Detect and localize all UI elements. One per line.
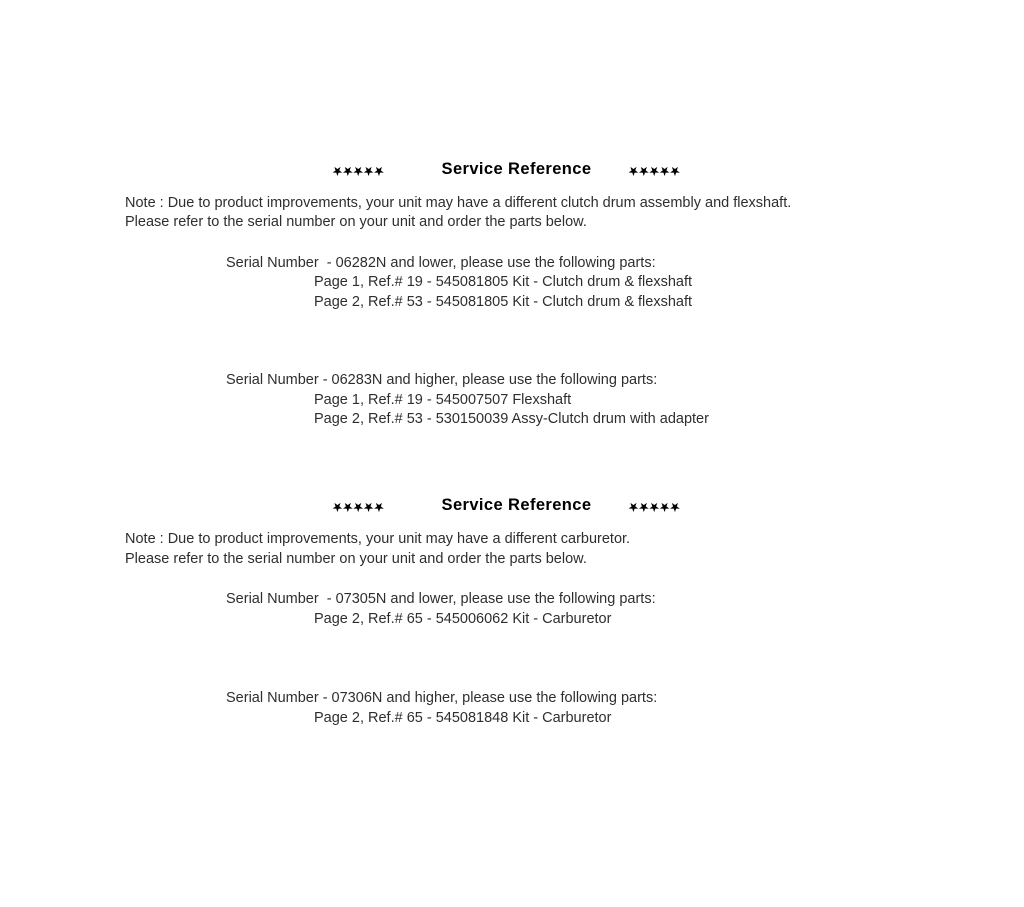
note-line: Note : Due to product improvements, your unit may have a different carburetor.: [125, 531, 631, 548]
serial-parts-block-lower: [0, 590, 1024, 629]
section-header: [0, 160, 1018, 180]
five-stars-icon: ★★★★★: [331, 164, 384, 177]
note-line: Note : Due to product improvements, your unit may have a different clutch drum assembly and flexshaft.: [125, 194, 792, 211]
serial-parts-block-higher: [0, 371, 1024, 430]
serial-number-line: Serial Number - 06283N and higher, please use the following parts:: [226, 372, 658, 389]
note-paragraph: [125, 530, 1024, 569]
service-reference-section-carburetor: [0, 430, 1024, 729]
note-paragraph: [125, 194, 1024, 233]
part-reference-line: Page 2, Ref.# 65 - 545006062 Kit - Carburetor: [314, 610, 612, 627]
note-line: Please refer to the serial number on your unit and order the parts below.: [125, 550, 587, 567]
part-reference-line: Page 1, Ref.# 19 - 545081805 Kit - Clutch drum & flexshaft: [314, 274, 693, 291]
serial-number-line: Serial Number - 06282N and lower, please use the following parts:: [226, 254, 656, 271]
serial-parts-block-lower: [0, 254, 1024, 313]
section-header: [0, 496, 1018, 516]
five-stars-icon: ★★★★★: [331, 500, 384, 513]
five-stars-icon: ★★★★★: [628, 164, 681, 177]
section-title: Service Reference: [441, 495, 592, 514]
part-reference-line: Page 2, Ref.# 53 - 530150039 Assy-Clutch drum with adapter: [314, 411, 709, 428]
part-reference-line: Page 2, Ref.# 65 - 545081848 Kit - Carburetor: [314, 709, 612, 726]
service-reference-section-clutch: [0, 0, 1024, 430]
serial-number-line: Serial Number - 07306N and higher, please use the following parts:: [226, 690, 658, 707]
section-title: Service Reference: [441, 160, 592, 179]
five-stars-icon: ★★★★★: [628, 500, 681, 513]
serial-parts-block-higher: [0, 689, 1024, 728]
note-line: Please refer to the serial number on your unit and order the parts below.: [125, 214, 587, 231]
part-reference-line: Page 2, Ref.# 53 - 545081805 Kit - Clutch drum & flexshaft: [314, 293, 693, 310]
part-reference-line: Page 1, Ref.# 19 - 545007507 Flexshaft: [314, 391, 572, 408]
serial-number-line: Serial Number - 07305N and lower, please use the following parts:: [226, 591, 656, 608]
